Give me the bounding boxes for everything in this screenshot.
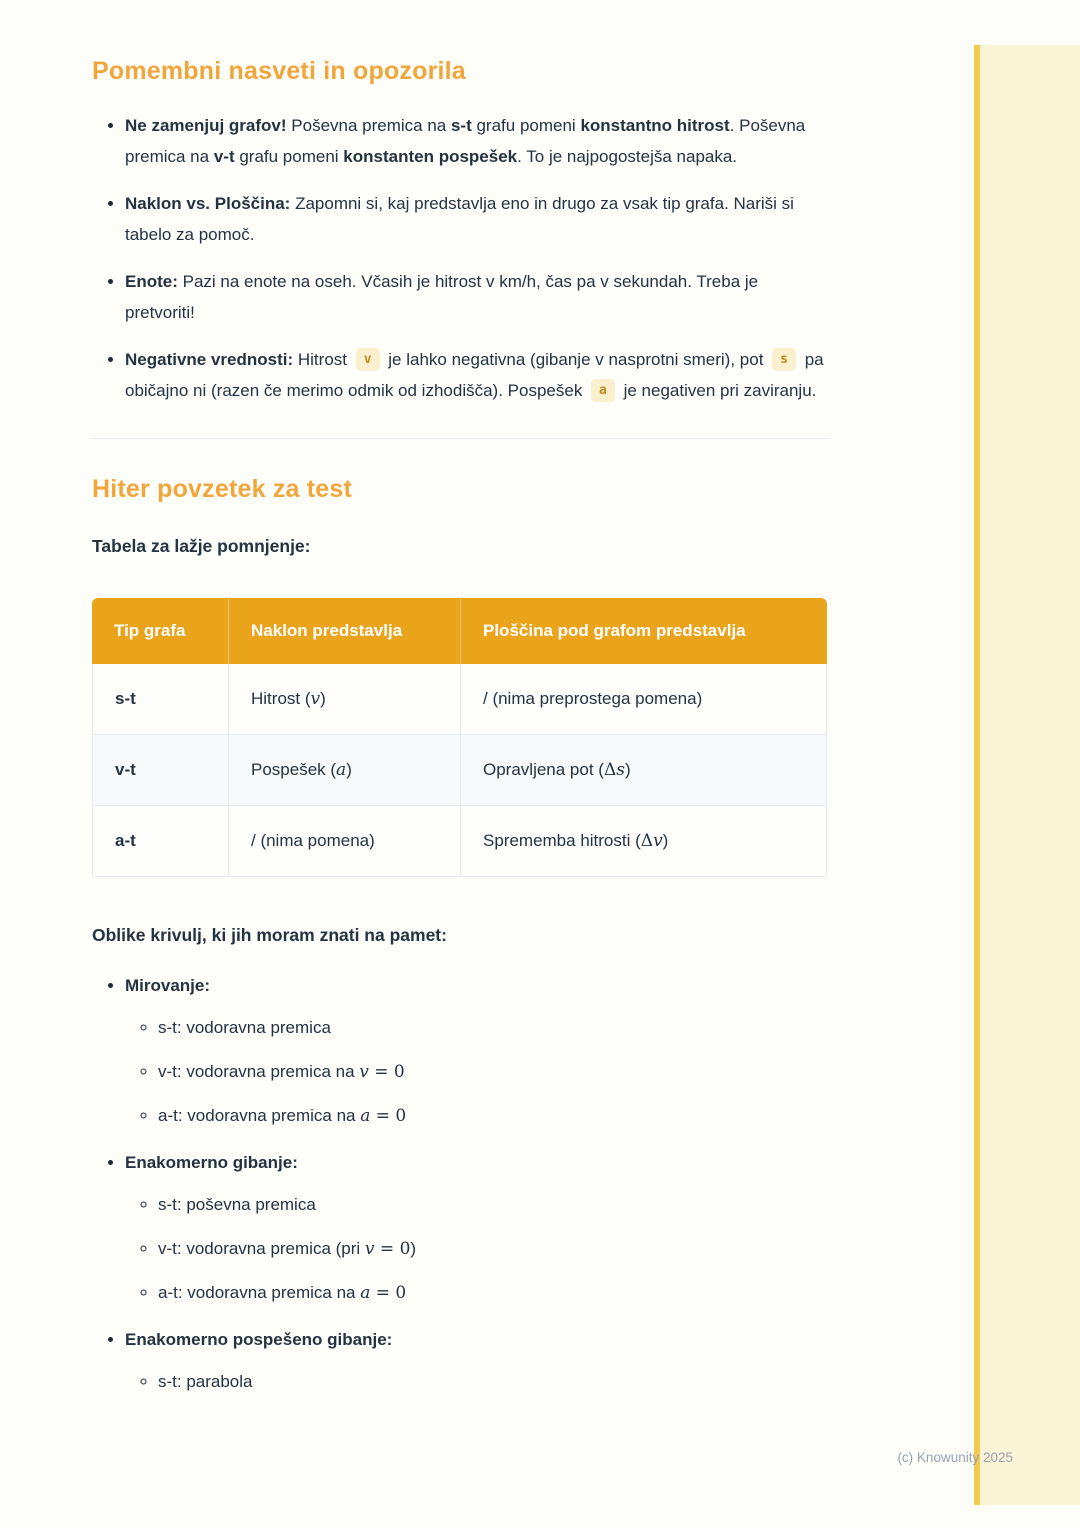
shape-item: ◦ s-t: poševna premica [158,1190,828,1220]
table-cell: Hitrost (v) [228,664,460,735]
table-cell: Sprememba hitrosti (Δv) [460,806,827,877]
page-edge-band [980,45,1080,1505]
shape-group-title: Enakomerno gibanje: [125,1153,298,1172]
table-intro: Tabela za lažje pomnjenje: [92,536,311,556]
table-cell: Opravljena pot (Δs) [460,735,827,806]
tip-item: • Ne zamenjuj grafov! Poševna premica na s-t grafu pomeni konstantno hitrost. Poševna premica na v-t grafu pomeni konstanten pospešek. To je najpogostejša napaka. [125,110,828,172]
table-cell: / (nima pomena) [228,806,460,877]
shapes-intro: Oblike krivulj, ki jih moram znati na pamet: [92,925,447,945]
summary-table [92,598,827,877]
table-header-cell: Ploščina pod grafom predstavlja [460,598,827,664]
table-cell: Pospešek (a) [228,735,460,806]
table-row [92,735,827,806]
table-row [92,806,827,877]
shapes-list [92,971,828,1397]
shape-group [125,1325,828,1397]
tip-item: • Negativne vrednosti: Hitrost v je lahko negativna (gibanje v nasprotni smeri), pot s pa običajno ni (razen če merimo odmik od izhodišča). Pospešek a je negativen pri zaviranju. [125,344,828,406]
table-cell: / (nima preprostega pomena) [460,664,827,735]
tips-list [92,110,828,406]
shape-group [125,1148,828,1308]
divider [92,438,828,439]
table-cell: a-t [92,806,228,877]
footer-credit: (c) Knowunity 2025 [897,1450,1013,1465]
shape-item: ◦ s-t: vodoravna premica [158,1013,828,1043]
shape-sublist [125,1190,828,1308]
shape-group-title: Enakomerno pospešeno gibanje: [125,1330,393,1349]
tip-item: • Enote: Pazi na enote na oseh. Včasih je hitrost v km/h, čas pa v sekundah. Treba je pretvoriti! [125,266,828,328]
table-header-cell: Naklon predstavlja [228,598,460,664]
section-title-tips: Pomembni nasveti in opozorila [92,57,466,85]
section-title-summary: Hiter povzetek za test [92,475,353,503]
inline-code-badge: s [772,348,796,371]
table-row [92,664,827,735]
inline-code-badge: v [356,348,380,371]
table-cell: s-t [92,664,228,735]
shape-item: ◦ a-t: vodoravna premica na a = 0 [158,1101,828,1131]
shape-item: ◦ s-t: parabola [158,1367,828,1397]
table-header-row [92,598,827,664]
shape-sublist [125,1013,828,1131]
shape-item: ◦ v-t: vodoravna premica na v = 0 [158,1057,828,1087]
shape-item: ◦ a-t: vodoravna premica na a = 0 [158,1278,828,1308]
shape-group-title: Mirovanje: [125,976,211,995]
tip-item: • Naklon vs. Ploščina: Zapomni si, kaj predstavlja eno in drugo za vsak tip grafa. Nariši si tabelo za pomoč. [125,188,828,250]
table-cell: v-t [92,735,228,806]
shape-sublist [125,1367,828,1397]
inline-code-badge: a [591,379,615,402]
document-content [92,0,828,1414]
table-header-cell: Tip grafa [92,598,228,664]
shape-group [125,971,828,1131]
shape-item: ◦ v-t: vodoravna premica (pri v = 0) [158,1234,828,1264]
